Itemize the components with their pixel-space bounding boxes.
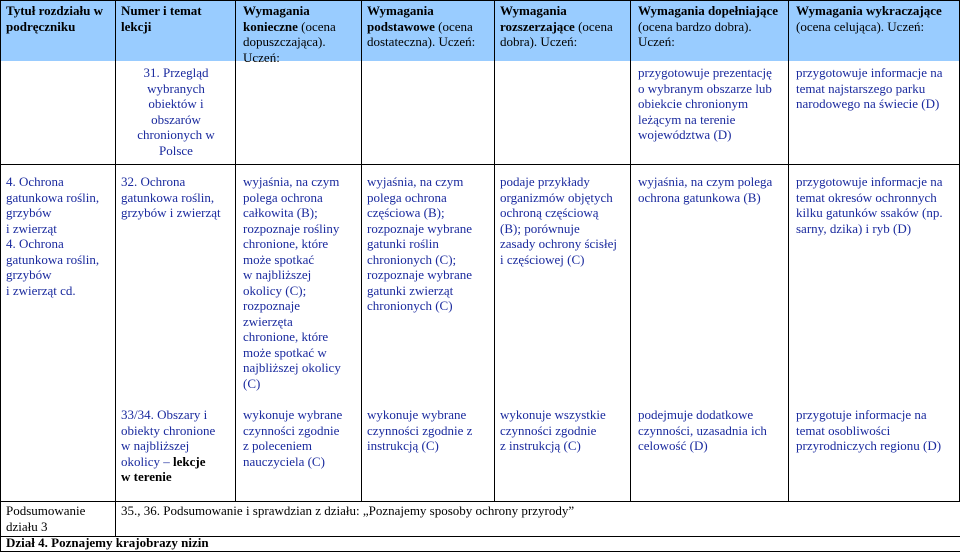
table-border-left — [0, 0, 1, 552]
row-divider — [0, 501, 960, 502]
column-divider — [115, 0, 116, 502]
header-requirements-necessary: Wymagania konieczne (ocena dopuszczająca). Uczeń: — [243, 3, 336, 65]
lesson-33-34-necessary: wykonuje wybrane czynności zgodnie z poleceniem nauczyciela (C) — [243, 407, 343, 469]
lesson-33-34-complementary: podejmuje dodatkowe czynności, uzasadnia ich celowość (D) — [638, 407, 767, 453]
lesson-33-34-topic: 33/34. Obszary i obiekty chronione w najbliższej okolicy – lekcje w terenie — [121, 407, 216, 484]
header-requirements-outstanding: Wymagania wykraczające (ocena celująca). Uczeń: — [796, 3, 942, 34]
lesson-33-34-basic: wykonuje wybrane czynności zgodnie z instrukcją (C) — [367, 407, 473, 453]
lesson-31-outstanding: przygotowuje informacje na temat najstarszego parku narodowego na świecie (D) — [796, 65, 943, 111]
header-requirements-basic: Wymagania podstawowe (ocena dostateczna). Uczeń: — [367, 3, 476, 49]
table-border-top — [0, 0, 960, 1]
lesson-35-36-summary: 35., 36. Podsumowanie i sprawdzian z działu: „Poznajemy sposoby ochrony przyrody” — [121, 503, 575, 518]
chapter-4-heading: Dział 4. Poznajemy krajobrazy nizin — [6, 535, 209, 550]
column-divider — [788, 0, 789, 502]
lesson-32-complementary: wyjaśnia, na czym polega ochrona gatunkowa (B) — [638, 174, 773, 205]
header-lesson-number-topic: Numer i temat lekcji — [121, 3, 202, 34]
header-requirements-complementary: Wymagania dopełniające (ocena bardzo dobra). Uczeń: — [638, 3, 778, 49]
column-divider — [630, 0, 631, 502]
lesson-32-necessary: wyjaśnia, na czym polega ochrona całkowita (B); rozpoznaje rośliny chronione, które może spotkać w najbliższej okolicy (C); rozpoznaje zwierzęta chronione, które może spotkać w najbliższej okolicy (C) — [243, 174, 341, 391]
summary-chapter-3: Podsumowanie działu 3 — [6, 503, 86, 534]
header-requirements-extended: Wymagania rozszerzające (ocena dobra). Uczeń: — [500, 3, 613, 49]
lesson-32-basic: wyjaśnia, na czym polega ochrona częściowa (B); rozpoznaje wybrane gatunki roślin chronionych (C); rozpoznaje wybrane gatunki zwierząt chronionych (C) — [367, 174, 473, 313]
lesson-31-complementary: przygotowuje prezentację o wybranym obszarze lub obiekcie chronionym leżącym na terenie województwa (D) — [638, 65, 772, 142]
column-divider — [235, 0, 236, 502]
row-divider — [0, 164, 960, 165]
column-divider — [115, 502, 116, 536]
column-divider — [494, 0, 495, 502]
header-chapter-title: Tytuł rozdziału w podręczniku — [6, 3, 104, 34]
lesson-33-34-outstanding: przygotuje informacje na temat osobliwości przyrodniczych regionu (D) — [796, 407, 942, 453]
chapter-4-title: 4. Ochrona gatunkowa roślin, grzybów i zwierząt 4. Ochrona gatunkowa roślin, grzybów i zwierząt cd. — [6, 174, 100, 298]
lesson-32-outstanding: przygotowuje informacje na temat okresów ochronnych kilku gatunków ssaków (np. sarny, dzika) i ryb (D) — [796, 174, 943, 236]
column-divider — [361, 0, 362, 502]
lesson-33-34-extended: wykonuje wszystkie czynności zgodnie z instrukcją (C) — [500, 407, 606, 453]
lesson-32-topic: 32. Ochrona gatunkowa roślin, grzybów i zwierząt — [121, 174, 221, 220]
lesson-31-topic: 31. Przegląd wybranych obiektów i obszarów chronionych w Polsce — [137, 65, 215, 158]
lesson-32-extended: podaje przykłady organizmów objętych ochroną częściową (B); porównuje zasady ochrony ścisłej i częściowej (C) — [500, 174, 617, 267]
